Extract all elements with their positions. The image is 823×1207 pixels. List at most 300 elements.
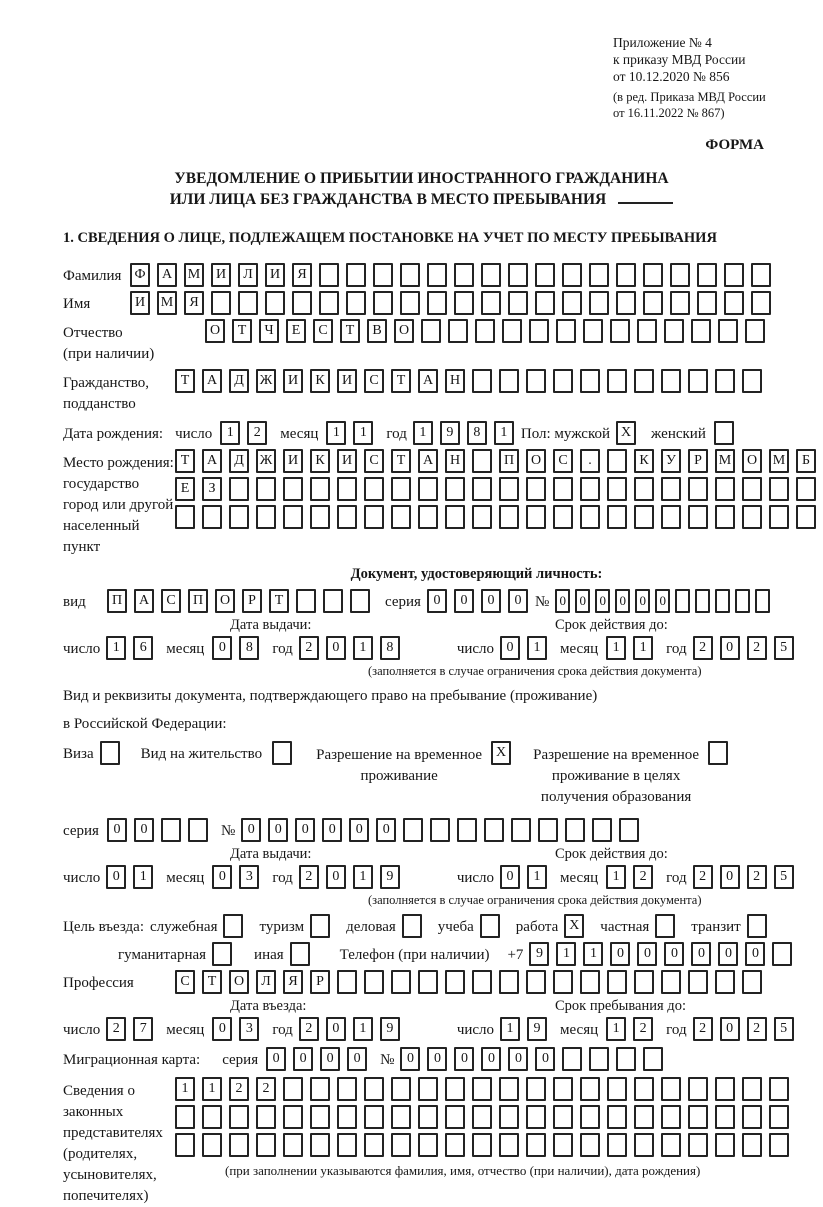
char-box[interactable]: Т	[391, 369, 411, 393]
char-box[interactable]: И	[337, 369, 357, 393]
char-box[interactable]	[688, 505, 708, 529]
checkbox[interactable]: X	[616, 421, 636, 445]
char-box[interactable]	[418, 1077, 438, 1101]
char-box[interactable]	[499, 1077, 519, 1101]
char-box[interactable]	[175, 1133, 195, 1157]
char-box[interactable]: Н	[445, 369, 465, 393]
checkbox[interactable]	[708, 741, 728, 765]
char-box[interactable]	[346, 291, 366, 315]
char-box[interactable]: Я	[292, 263, 312, 287]
char-box[interactable]: О	[742, 449, 762, 473]
char-box[interactable]	[724, 291, 744, 315]
char-box[interactable]	[580, 505, 600, 529]
char-box[interactable]	[697, 291, 717, 315]
char-box[interactable]: 2	[247, 421, 267, 445]
char-box[interactable]: С	[175, 970, 195, 994]
char-box[interactable]: 0	[691, 942, 711, 966]
char-box[interactable]	[562, 263, 582, 287]
char-box[interactable]	[364, 477, 384, 501]
char-box[interactable]	[337, 970, 357, 994]
char-box[interactable]	[553, 505, 573, 529]
char-box[interactable]	[256, 1133, 276, 1157]
char-box[interactable]	[745, 319, 765, 343]
char-box[interactable]: 0	[326, 1017, 346, 1041]
char-box[interactable]: 2	[747, 865, 767, 889]
char-box[interactable]	[418, 1105, 438, 1129]
char-box[interactable]: У	[661, 449, 681, 473]
char-box[interactable]	[445, 477, 465, 501]
char-box[interactable]: 5	[774, 865, 794, 889]
char-box[interactable]	[562, 291, 582, 315]
char-box[interactable]: О	[205, 319, 225, 343]
char-box[interactable]: 1	[353, 636, 373, 660]
char-box[interactable]	[715, 970, 735, 994]
char-box[interactable]	[364, 1077, 384, 1101]
char-box[interactable]	[661, 1105, 681, 1129]
char-box[interactable]: 3	[239, 1017, 259, 1041]
char-box[interactable]: М	[157, 291, 177, 315]
checkbox[interactable]	[100, 741, 120, 765]
char-box[interactable]: 9	[380, 1017, 400, 1041]
char-box[interactable]	[481, 263, 501, 287]
char-box[interactable]	[427, 263, 447, 287]
char-box[interactable]	[421, 319, 441, 343]
char-box[interactable]: 2	[747, 636, 767, 660]
char-box[interactable]: 0	[720, 865, 740, 889]
char-box[interactable]	[256, 1105, 276, 1129]
char-box[interactable]: 2	[229, 1077, 249, 1101]
char-box[interactable]	[742, 1105, 762, 1129]
char-box[interactable]	[607, 1077, 627, 1101]
char-box[interactable]	[556, 319, 576, 343]
char-box[interactable]: 0	[535, 1047, 555, 1071]
char-box[interactable]	[391, 477, 411, 501]
char-box[interactable]: 0	[427, 1047, 447, 1071]
char-box[interactable]	[661, 477, 681, 501]
char-box[interactable]: 0	[454, 1047, 474, 1071]
char-box[interactable]	[751, 291, 771, 315]
checkbox[interactable]: X	[564, 914, 584, 938]
char-box[interactable]	[688, 1077, 708, 1101]
char-box[interactable]: С	[364, 369, 384, 393]
char-box[interactable]: 0	[610, 942, 630, 966]
char-box[interactable]	[418, 477, 438, 501]
char-box[interactable]	[592, 818, 612, 842]
checkbox[interactable]	[290, 942, 310, 966]
char-box[interactable]: 1	[202, 1077, 222, 1101]
char-box[interactable]	[310, 1077, 330, 1101]
char-box[interactable]: 0	[500, 636, 520, 660]
char-box[interactable]: К	[310, 449, 330, 473]
char-box[interactable]: 0	[322, 818, 342, 842]
char-box[interactable]	[688, 1105, 708, 1129]
char-box[interactable]	[202, 1133, 222, 1157]
char-box[interactable]	[637, 319, 657, 343]
checkbox[interactable]	[212, 942, 232, 966]
char-box[interactable]	[526, 970, 546, 994]
checkbox[interactable]	[402, 914, 422, 938]
char-box[interactable]	[337, 1105, 357, 1129]
char-box[interactable]	[580, 1133, 600, 1157]
char-box[interactable]: П	[188, 589, 208, 613]
char-box[interactable]: А	[202, 369, 222, 393]
char-box[interactable]: О	[526, 449, 546, 473]
char-box[interactable]: 1	[527, 636, 547, 660]
char-box[interactable]: Б	[796, 449, 816, 473]
char-box[interactable]: 2	[693, 636, 713, 660]
char-box[interactable]: 2	[633, 1017, 653, 1041]
char-box[interactable]	[664, 319, 684, 343]
checkbox[interactable]	[310, 914, 330, 938]
char-box[interactable]: М	[184, 263, 204, 287]
char-box[interactable]	[535, 291, 555, 315]
char-box[interactable]	[616, 291, 636, 315]
char-box[interactable]: 0	[720, 636, 740, 660]
char-box[interactable]	[526, 369, 546, 393]
char-box[interactable]	[337, 477, 357, 501]
char-box[interactable]	[454, 263, 474, 287]
char-box[interactable]	[211, 291, 231, 315]
char-box[interactable]	[589, 291, 609, 315]
char-box[interactable]: 0	[635, 589, 650, 613]
char-box[interactable]	[688, 1133, 708, 1157]
char-box[interactable]	[364, 1105, 384, 1129]
char-box[interactable]	[229, 1133, 249, 1157]
char-box[interactable]: 3	[239, 865, 259, 889]
char-box[interactable]: 0	[500, 865, 520, 889]
char-box[interactable]	[670, 263, 690, 287]
char-box[interactable]: В	[367, 319, 387, 343]
char-box[interactable]: А	[418, 449, 438, 473]
char-box[interactable]	[430, 818, 450, 842]
char-box[interactable]	[391, 505, 411, 529]
char-box[interactable]	[296, 589, 316, 613]
char-box[interactable]: 1	[326, 421, 346, 445]
char-box[interactable]: 1	[606, 1017, 626, 1041]
char-box[interactable]: 1	[494, 421, 514, 445]
char-box[interactable]	[472, 369, 492, 393]
char-box[interactable]: П	[107, 589, 127, 613]
char-box[interactable]: Т	[202, 970, 222, 994]
char-box[interactable]	[675, 589, 690, 613]
char-box[interactable]: 0	[241, 818, 261, 842]
char-box[interactable]: Д	[229, 369, 249, 393]
char-box[interactable]	[565, 818, 585, 842]
char-box[interactable]: Ж	[256, 449, 276, 473]
char-box[interactable]	[715, 369, 735, 393]
char-box[interactable]: 1	[220, 421, 240, 445]
char-box[interactable]	[472, 1133, 492, 1157]
char-box[interactable]	[589, 1047, 609, 1071]
char-box[interactable]	[283, 1105, 303, 1129]
char-box[interactable]: 1	[500, 1017, 520, 1041]
char-box[interactable]	[607, 449, 627, 473]
char-box[interactable]	[445, 1077, 465, 1101]
char-box[interactable]: 0	[481, 1047, 501, 1071]
char-box[interactable]	[400, 291, 420, 315]
char-box[interactable]: 0	[212, 865, 232, 889]
char-box[interactable]: 1	[353, 1017, 373, 1041]
char-box[interactable]	[202, 1105, 222, 1129]
char-box[interactable]	[445, 1105, 465, 1129]
char-box[interactable]: 9	[529, 942, 549, 966]
char-box[interactable]	[691, 319, 711, 343]
char-box[interactable]: К	[310, 369, 330, 393]
char-box[interactable]	[481, 291, 501, 315]
char-box[interactable]	[583, 319, 603, 343]
char-box[interactable]	[502, 319, 522, 343]
char-box[interactable]: 0	[266, 1047, 286, 1071]
char-box[interactable]	[634, 1105, 654, 1129]
char-box[interactable]	[553, 1133, 573, 1157]
char-box[interactable]	[742, 477, 762, 501]
char-box[interactable]: 0	[349, 818, 369, 842]
char-box[interactable]	[769, 1077, 789, 1101]
char-box[interactable]: А	[134, 589, 154, 613]
char-box[interactable]: Т	[175, 449, 195, 473]
char-box[interactable]	[796, 477, 816, 501]
char-box[interactable]: 0	[575, 589, 590, 613]
char-box[interactable]	[718, 319, 738, 343]
char-box[interactable]: Т	[391, 449, 411, 473]
char-box[interactable]	[229, 505, 249, 529]
char-box[interactable]	[643, 1047, 663, 1071]
char-box[interactable]	[634, 505, 654, 529]
char-box[interactable]: 0	[508, 589, 528, 613]
char-box[interactable]	[616, 1047, 636, 1071]
char-box[interactable]: И	[337, 449, 357, 473]
char-box[interactable]	[607, 477, 627, 501]
char-box[interactable]	[188, 818, 208, 842]
char-box[interactable]	[643, 263, 663, 287]
char-box[interactable]: Ж	[256, 369, 276, 393]
char-box[interactable]: 1	[583, 942, 603, 966]
char-box[interactable]	[607, 1105, 627, 1129]
char-box[interactable]	[310, 1133, 330, 1157]
char-box[interactable]: А	[157, 263, 177, 287]
char-box[interactable]	[472, 970, 492, 994]
checkbox[interactable]: X	[491, 741, 511, 765]
char-box[interactable]	[175, 1105, 195, 1129]
char-box[interactable]	[735, 589, 750, 613]
char-box[interactable]	[772, 942, 792, 966]
char-box[interactable]	[661, 505, 681, 529]
char-box[interactable]	[475, 319, 495, 343]
char-box[interactable]: 8	[239, 636, 259, 660]
char-box[interactable]	[499, 477, 519, 501]
char-box[interactable]	[607, 369, 627, 393]
char-box[interactable]: 1	[527, 865, 547, 889]
char-box[interactable]	[454, 291, 474, 315]
char-box[interactable]: 9	[440, 421, 460, 445]
char-box[interactable]	[526, 477, 546, 501]
char-box[interactable]: 0	[107, 818, 127, 842]
char-box[interactable]	[445, 505, 465, 529]
char-box[interactable]	[391, 1105, 411, 1129]
char-box[interactable]	[229, 477, 249, 501]
char-box[interactable]	[373, 263, 393, 287]
char-box[interactable]: 0	[106, 865, 126, 889]
char-box[interactable]	[553, 477, 573, 501]
char-box[interactable]	[391, 1133, 411, 1157]
char-box[interactable]	[796, 505, 816, 529]
char-box[interactable]	[310, 505, 330, 529]
char-box[interactable]: Н	[445, 449, 465, 473]
char-box[interactable]: А	[202, 449, 222, 473]
char-box[interactable]	[484, 818, 504, 842]
char-box[interactable]: 0	[347, 1047, 367, 1071]
char-box[interactable]: С	[553, 449, 573, 473]
char-box[interactable]	[526, 1105, 546, 1129]
char-box[interactable]	[589, 263, 609, 287]
char-box[interactable]: 8	[380, 636, 400, 660]
char-box[interactable]	[769, 477, 789, 501]
char-box[interactable]	[553, 970, 573, 994]
char-box[interactable]: 1	[175, 1077, 195, 1101]
char-box[interactable]: 1	[413, 421, 433, 445]
char-box[interactable]	[445, 1133, 465, 1157]
char-box[interactable]	[238, 291, 258, 315]
char-box[interactable]	[607, 970, 627, 994]
char-box[interactable]	[755, 589, 770, 613]
char-box[interactable]	[229, 1105, 249, 1129]
char-box[interactable]: Л	[256, 970, 276, 994]
char-box[interactable]	[364, 1133, 384, 1157]
char-box[interactable]	[319, 291, 339, 315]
char-box[interactable]: 0	[427, 589, 447, 613]
char-box[interactable]: 2	[693, 1017, 713, 1041]
char-box[interactable]	[526, 1077, 546, 1101]
char-box[interactable]: 0	[268, 818, 288, 842]
char-box[interactable]: 1	[106, 636, 126, 660]
checkbox[interactable]	[655, 914, 675, 938]
char-box[interactable]: М	[769, 449, 789, 473]
char-box[interactable]: 0	[508, 1047, 528, 1071]
char-box[interactable]	[319, 263, 339, 287]
char-box[interactable]: 0	[745, 942, 765, 966]
char-box[interactable]: Ч	[259, 319, 279, 343]
char-box[interactable]	[346, 263, 366, 287]
char-box[interactable]	[256, 477, 276, 501]
char-box[interactable]: 1	[606, 636, 626, 660]
char-box[interactable]: Я	[283, 970, 303, 994]
char-box[interactable]	[373, 291, 393, 315]
char-box[interactable]	[256, 505, 276, 529]
char-box[interactable]	[742, 505, 762, 529]
char-box[interactable]	[283, 1133, 303, 1157]
char-box[interactable]	[445, 970, 465, 994]
char-box[interactable]	[715, 505, 735, 529]
char-box[interactable]: К	[634, 449, 654, 473]
char-box[interactable]	[364, 970, 384, 994]
char-box[interactable]: 2	[633, 865, 653, 889]
char-box[interactable]: О	[215, 589, 235, 613]
char-box[interactable]	[742, 369, 762, 393]
char-box[interactable]	[553, 369, 573, 393]
char-box[interactable]	[418, 505, 438, 529]
char-box[interactable]: 0	[212, 636, 232, 660]
char-box[interactable]	[715, 589, 730, 613]
char-box[interactable]	[526, 1133, 546, 1157]
char-box[interactable]	[400, 263, 420, 287]
char-box[interactable]	[643, 291, 663, 315]
char-box[interactable]: 2	[299, 865, 319, 889]
char-box[interactable]	[511, 818, 531, 842]
char-box[interactable]	[688, 970, 708, 994]
char-box[interactable]: 1	[556, 942, 576, 966]
char-box[interactable]	[697, 263, 717, 287]
char-box[interactable]	[634, 369, 654, 393]
char-box[interactable]	[499, 1105, 519, 1129]
char-box[interactable]	[553, 1105, 573, 1129]
char-box[interactable]	[688, 477, 708, 501]
char-box[interactable]: 0	[555, 589, 570, 613]
char-box[interactable]	[742, 970, 762, 994]
char-box[interactable]	[310, 477, 330, 501]
char-box[interactable]	[323, 589, 343, 613]
char-box[interactable]	[607, 1133, 627, 1157]
char-box[interactable]	[715, 1105, 735, 1129]
char-box[interactable]	[526, 505, 546, 529]
char-box[interactable]	[292, 291, 312, 315]
char-box[interactable]	[670, 291, 690, 315]
char-box[interactable]	[634, 477, 654, 501]
char-box[interactable]	[448, 319, 468, 343]
checkbox[interactable]	[223, 914, 243, 938]
char-box[interactable]	[580, 369, 600, 393]
char-box[interactable]	[715, 1133, 735, 1157]
checkbox[interactable]	[714, 421, 734, 445]
char-box[interactable]	[472, 1105, 492, 1129]
char-box[interactable]	[607, 505, 627, 529]
char-box[interactable]	[337, 505, 357, 529]
char-box[interactable]	[661, 1133, 681, 1157]
char-box[interactable]: 0	[664, 942, 684, 966]
char-box[interactable]	[499, 1133, 519, 1157]
char-box[interactable]	[580, 1077, 600, 1101]
char-box[interactable]: 0	[720, 1017, 740, 1041]
char-box[interactable]	[175, 505, 195, 529]
char-box[interactable]: 2	[256, 1077, 276, 1101]
char-box[interactable]: 0	[326, 865, 346, 889]
char-box[interactable]: .	[580, 449, 600, 473]
char-box[interactable]: Т	[175, 369, 195, 393]
char-box[interactable]	[538, 818, 558, 842]
char-box[interactable]	[688, 369, 708, 393]
char-box[interactable]: Е	[175, 477, 195, 501]
char-box[interactable]	[769, 1105, 789, 1129]
char-box[interactable]: Я	[184, 291, 204, 315]
char-box[interactable]: Т	[269, 589, 289, 613]
char-box[interactable]: Р	[242, 589, 262, 613]
char-box[interactable]: 5	[774, 1017, 794, 1041]
char-box[interactable]	[337, 1133, 357, 1157]
char-box[interactable]: 1	[606, 865, 626, 889]
char-box[interactable]: М	[715, 449, 735, 473]
char-box[interactable]	[634, 970, 654, 994]
char-box[interactable]	[724, 263, 744, 287]
char-box[interactable]: 0	[212, 1017, 232, 1041]
char-box[interactable]	[553, 1077, 573, 1101]
char-box[interactable]: Ф	[130, 263, 150, 287]
char-box[interactable]	[661, 1077, 681, 1101]
char-box[interactable]: 0	[718, 942, 738, 966]
char-box[interactable]	[283, 505, 303, 529]
char-box[interactable]	[202, 505, 222, 529]
char-box[interactable]	[418, 970, 438, 994]
char-box[interactable]	[364, 505, 384, 529]
char-box[interactable]: 2	[106, 1017, 126, 1041]
